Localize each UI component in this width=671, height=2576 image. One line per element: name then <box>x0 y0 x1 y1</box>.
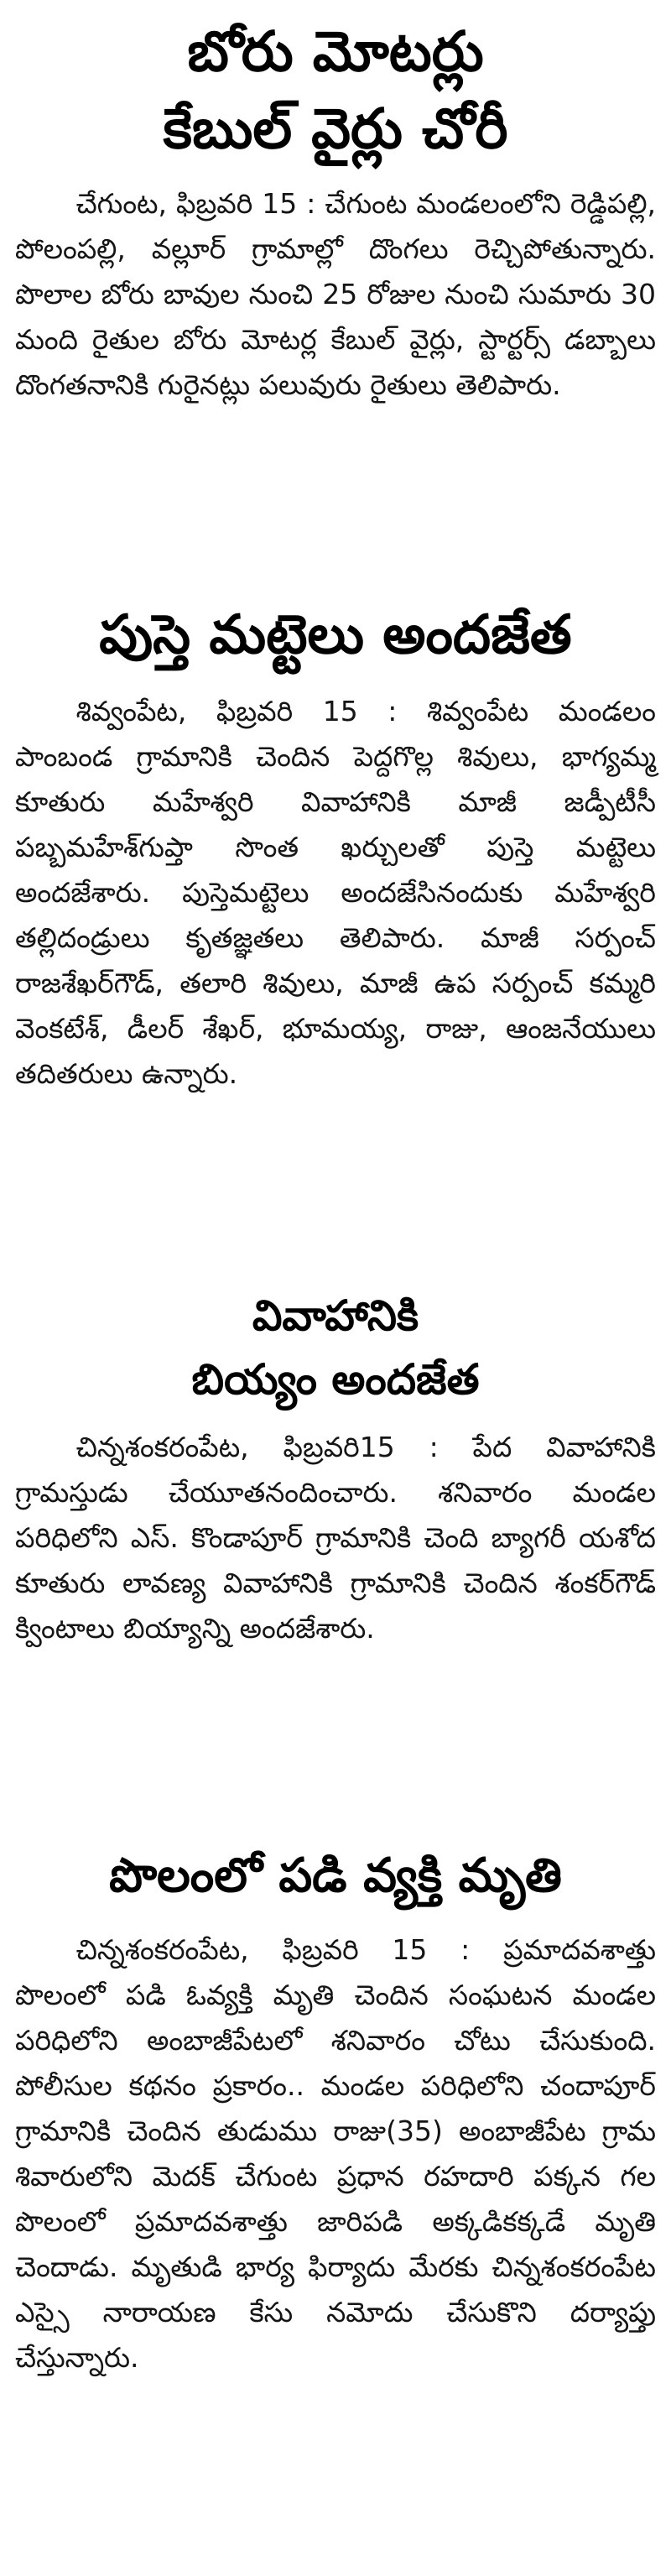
headline <box>15 13 656 168</box>
headline-line: కేబుల్ వైర్లు చోరీ <box>163 96 508 161</box>
article-borewell-theft <box>15 13 656 408</box>
article-body <box>15 1425 656 1651</box>
dateline: చిన్నశంకరంపేట, ఫిబ్రవరి 15 : <box>75 1933 471 1966</box>
article-body <box>15 689 656 1097</box>
article-body <box>15 1927 656 2380</box>
dateline: శివ్వంపేట, ఫిబ్రవరి 15 : <box>75 695 398 727</box>
headline-line: బోరు మోటర్లు <box>187 19 484 84</box>
dateline: చిన్నశంకరంపేట, ఫిబ్రవరి15 : <box>75 1431 439 1463</box>
article-text: చేగుంట మండలంలోని రెడ్డిపల్లి, పోలంపల్లి, వల్లూర్ గ్రామాల్లో దొంగలు రెచ్చిపోతున్నారు. పొలాల బోరు బావుల నుంచి 25 రోజుల నుంచి సుమారు 30 మంది రైతుల బోరు మోటర్ల కేబుల్ వైర్లు, స్టార్టర్స్ డబ్బాలు దొంగతనానికి గురైనట్లు పలువురు రైతులు తెలిపారు. <box>15 187 656 401</box>
article-text: పేద వివాహానికి గ్రామస్తుడు చేయూతనందించారు. శనివారం మండల పరిధిలోని ఎస్. కొండాపూర్ గ్రామానికి చెంది బ్యాగరీ యశోద కూతురు లావణ్య వివాహానికి గ్రామానికి చెందిన శంకర్‌గౌడ్ క్వింటాలు బియ్యాన్ని అందజేశారు. <box>15 1431 656 1645</box>
headline <box>15 1838 656 1914</box>
article-text: శివ్వంపేట మండలం పాంబండ గ్రామానికి చెందిన పెద్దగొల్ల శివులు, భాగ్యమ్మ కూతురు మహేశ్వరి వివాహానికి మాజీ జడ్పీటీసీ పబ్బమహేశ్‌గుప్తా సొంత ఖర్చులతో పుస్తె మట్టెలు అందజేశారు. పుస్తెమట్టెలు అందజేసినందుకు మహేశ్వరి తల్లిదండ్రులు కృతజ్ఞతలు తెలిపారు. మాజీ సర్పంచ్ రాజశేఖర్‌గౌడ్, తలారి శివులు, మాజీ ఉప సర్పంచ్ కమ్మరి వెంకటేశ్, డీలర్ శేఖర్, భూమయ్య, రాజు, ఆంజనేయులు తదితరులు ఉన్నారు. <box>15 695 656 1090</box>
headline-line: వివాహానికి <box>252 1291 419 1340</box>
bottom-spacer <box>15 2568 656 2576</box>
headline <box>15 1284 656 1411</box>
article-text: ప్రమాదవశాత్తు పొలంలో పడి ఓవ్యక్తి మృతి చెందిన సంఘటన మండల పరిధిలోని అంబాజీపేటలో శనివారం చోటు చేసుకుంది. పోలీసుల కథనం ప్రకారం.. మండల పరిధిలోని చందాపూర్ గ్రామానికి చెందిన తుడుము రాజు(35) అంబాజీపేట గ్రామ శివారులోని మెదక్ చేగుంట ప్రధాన రహదారి పక్కన గల పొలంలో ప్రమాదవశాత్తు జారిపడి అక్కడికక్కడే మృతి చెందాడు. మృతుడి భార్య ఫిర్యాదు మేరకు చిన్నశంకరంపేట ఎస్సై నారాయణ కేసు నమోదు చేసుకొని దర్యాప్తు చేస్తున్నారు. <box>15 1933 656 2374</box>
article-pusthe-mattelu <box>15 595 656 1097</box>
article-field-death <box>15 1838 656 2380</box>
headline-line: బియ్యం అందజేత <box>191 1355 480 1404</box>
headline-line: పొలంలో పడి వ్యక్తి మృతి <box>109 1849 562 1903</box>
headline <box>15 595 656 675</box>
dateline: చేగుంట, ఫిబ్రవరి 15 : <box>75 187 316 220</box>
article-body <box>15 181 656 408</box>
headline-line: పుస్తె మట్టెలు అందజేత <box>99 604 572 666</box>
article-rice-donation <box>15 1284 656 1651</box>
